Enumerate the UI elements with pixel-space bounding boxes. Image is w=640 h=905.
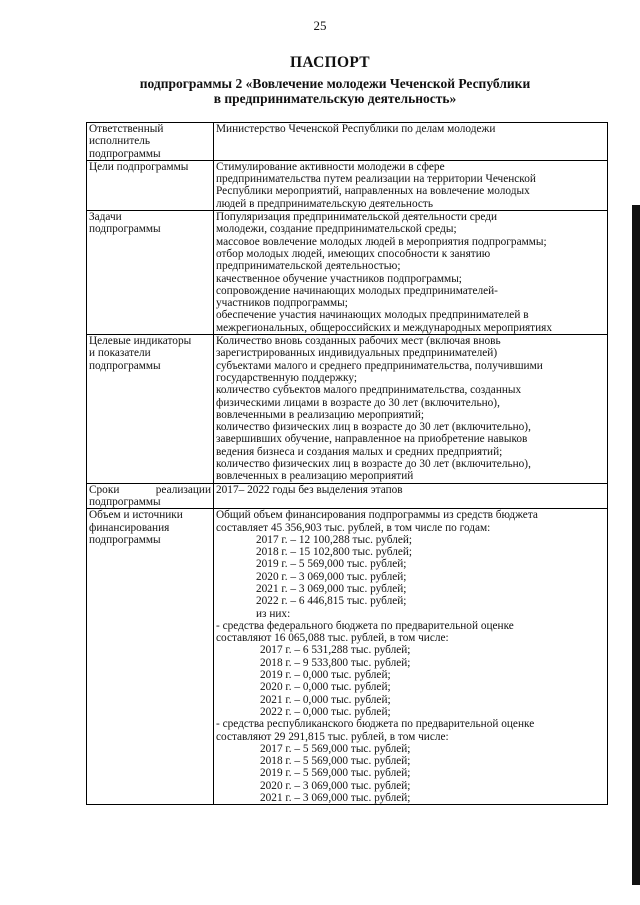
- row-label: Задачи подпрограммы: [87, 211, 214, 335]
- row-timeline: [87, 483, 608, 509]
- row-value: 2017– 2022 годы без выделения этапов: [214, 483, 608, 509]
- row-indicators: [87, 335, 608, 484]
- row-label: Сроки реализации подпрограммы: [87, 483, 214, 509]
- row-value: Министерство Чеченской Республики по делам молодежи: [214, 123, 608, 161]
- row-goals: [87, 160, 608, 210]
- row-value: Популяризация предпринимательской деятельности среди молодежи, создание предпринимательской среды; массовое вовлечение молодых людей в мероприятия подпрограммы; отбор молодых людей, имеющих способности к занятию предпринимательской деятельностью; качественное обучение участников подпрограммы; сопровождение начинающих молодых предпринимателей- участников подпрограммы; обеспечение участия начинающих молодых предпринимателей в межрегиональных, общероссийских и международных мероприятиях: [214, 211, 608, 335]
- row-label: Ответственный исполнитель подпрограммы: [87, 123, 214, 161]
- row-responsible: [87, 123, 608, 161]
- row-value: Стимулирование активности молодежи в сфере предпринимательства путем реализации на территории Чеченской Республики мероприятий, направленных на вовлечение молодых людей в предпринимательскую деятельность: [214, 160, 608, 210]
- row-label: Цели подпрограммы: [87, 160, 214, 210]
- scan-edge-shadow: [632, 205, 640, 885]
- subtitle-line: в предпринимательскую деятельность»: [213, 91, 457, 106]
- row-value: Количество вновь созданных рабочих мест (включая вновь зарегистрированных индивидуальных предпринимателей) субъектами малого и среднего предпринимательства, получившими государственную поддержку; количество субъектов малого предпринимательства, созданных физическими лицами в возрасте до 30 лет (включительно), вовлеченными в реализацию мероприятий; количество физических лиц в возрасте до 30 лет (включительно), завершивших обучение, направленное на приобретение навыков ведения бизнеса и создания малых и средних предприятий; количество физических лиц в возрасте до 30 лет (включительно), вовлеченных в реализацию мероприятий: [214, 335, 608, 484]
- document-title: ПАСПОРТ: [290, 54, 370, 71]
- row-value: Общий объем финансирования подпрограммы из средств бюджета составляет 45 356,903 тыс. рублей, в том числе по годам: 2017 г. – 12 100,288 тыс. рублей; 2018 г. – 15 102,800 тыс. рублей; 2019 г. – 5 569,000 тыс. рублей; 2020 г. – 3 069,000 тыс. рублей; 2021 г. – 3 069,000 тыс. рублей; 2022 г. – 6 446,815 тыс. рублей; из них: - средства федерального бюджета по предварительной оценке составляют 16 065,088 тыс. рублей, в том числе: 2017 г. – 6 531,288 тыс. рублей; 2018 г. – 9 533,800 тыс. рублей; 2019 г. – 0,000 тыс. рублей; 2020 г. – 0,000 тыс. рублей; 2021 г. – 0,000 тыс. рублей; 2022 г. – 0,000 тыс. рублей; - средства республиканского бюджета по предварительной оценке составляют 29 291,815 тыс. рублей, в том числе: 2017 г. – 5 569,000 тыс. рублей; 2018 г. – 5 569,000 тыс. рублей; 2019 г. – 5 569,000 тыс. рублей; 2020 г. – 3 069,000 тыс. рублей; 2021 г. – 3 069,000 тыс. рублей;: [214, 509, 608, 805]
- page-number: 25: [313, 18, 327, 33]
- passport-table: [86, 122, 608, 805]
- subtitle-line: подпрограммы 2 «Вовлечение молодежи Чеченской Республики: [139, 76, 531, 91]
- row-funding: [87, 509, 608, 805]
- document-subtitle: [100, 76, 570, 106]
- row-tasks: [87, 211, 608, 335]
- row-label: Целевые индикаторы и показатели подпрограммы: [87, 335, 214, 484]
- row-label: Объем и источники финансирования подпрограммы: [87, 509, 214, 805]
